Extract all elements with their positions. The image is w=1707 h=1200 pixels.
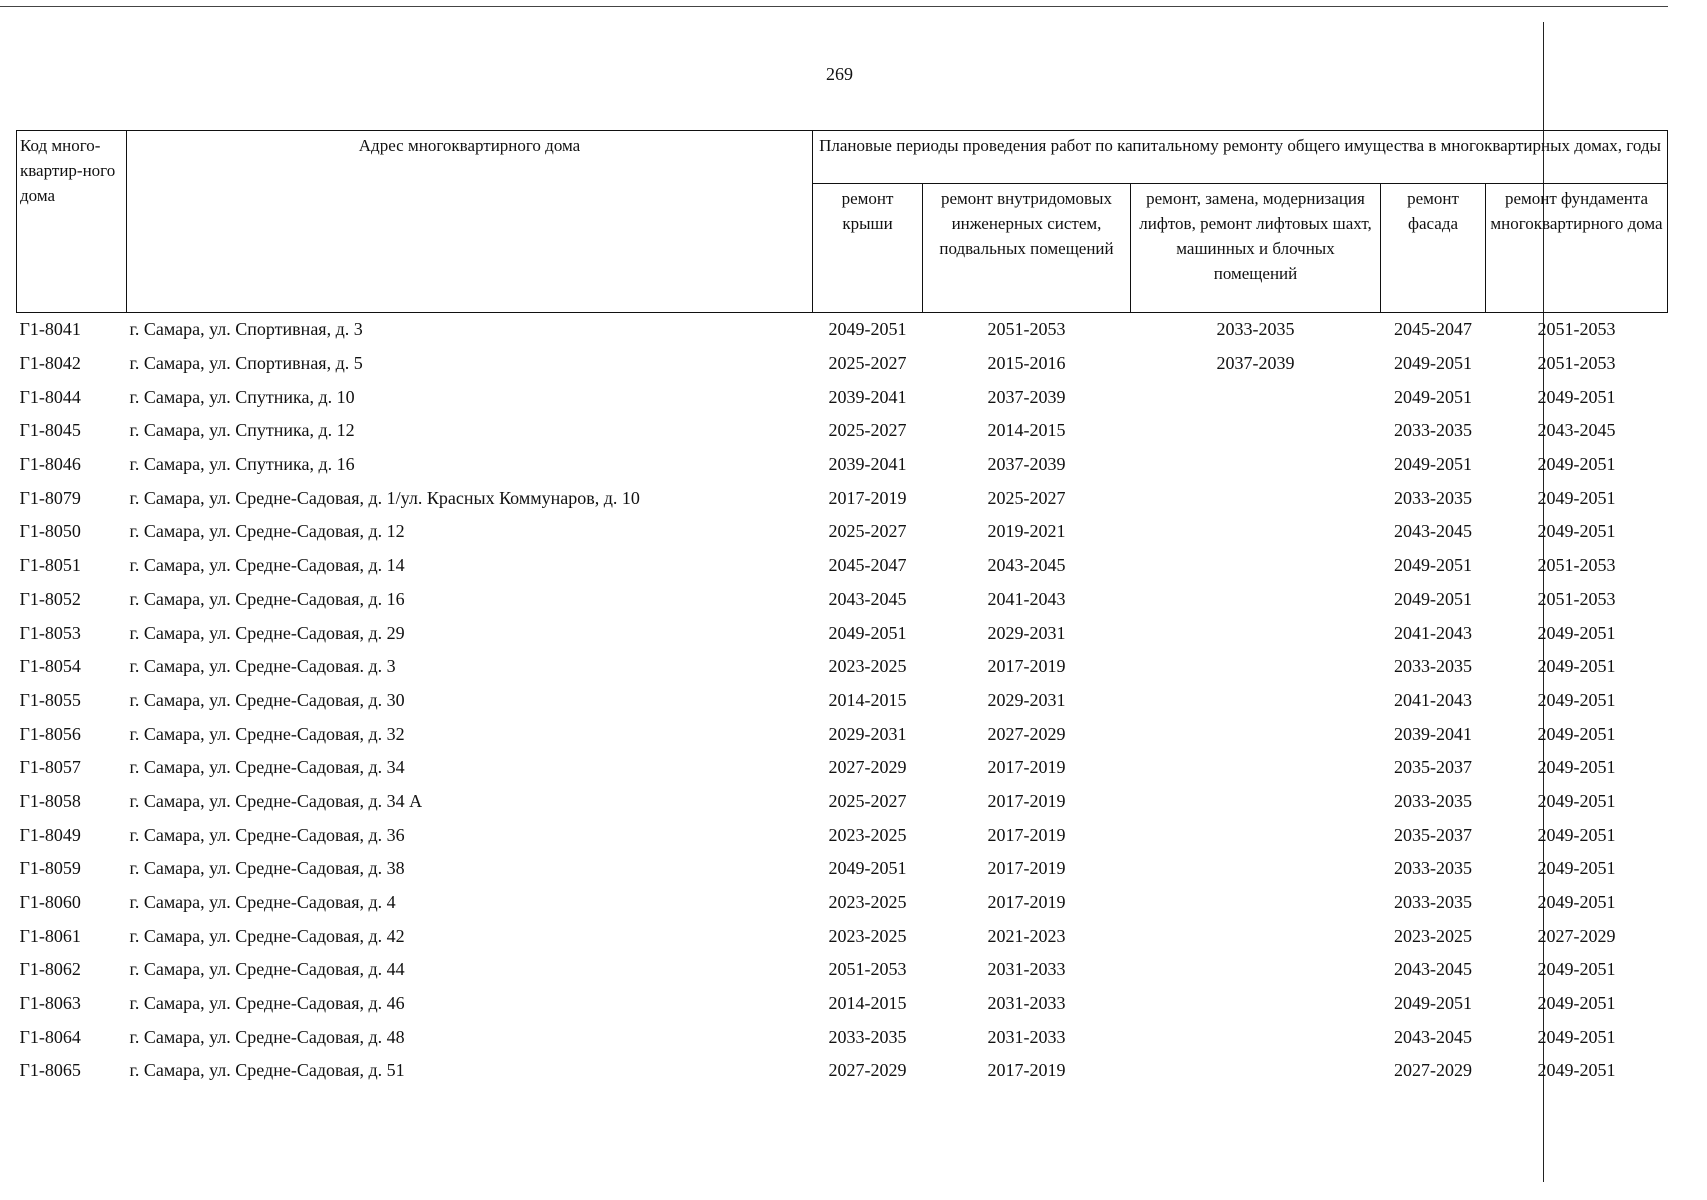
cell-roof: 2051-2053 xyxy=(828,959,907,980)
table-row xyxy=(17,650,1668,684)
cell-roof: 2033-2035 xyxy=(828,1026,907,1047)
cell-engineering: 2021-2023 xyxy=(987,925,1066,946)
cell-engineering: 2017-2019 xyxy=(987,892,1066,913)
cell-foundation: 2049-2051 xyxy=(1537,824,1616,845)
table-row xyxy=(17,583,1668,617)
cell-foundation: 2049-2051 xyxy=(1537,454,1616,475)
cell-foundation: 2049-2051 xyxy=(1537,757,1616,778)
table-row xyxy=(17,549,1668,583)
header-address: Адрес многоквартирного дома xyxy=(127,131,813,313)
cell-elevators xyxy=(1131,785,1381,819)
header-roof: ремонт крыши xyxy=(813,184,923,313)
cell-facade: 2049-2051 xyxy=(1394,386,1472,407)
cell-elevators xyxy=(1131,414,1381,448)
cell-roof: 2023-2025 xyxy=(828,824,907,845)
table-row xyxy=(17,515,1668,549)
cell-address: г. Самара, ул. Средне-Садовая, д. 48 xyxy=(129,1026,405,1047)
cell-foundation: 2051-2053 xyxy=(1537,319,1616,340)
cell-roof: 2049-2051 xyxy=(828,622,907,643)
cell-engineering: 2029-2031 xyxy=(987,622,1066,643)
cell-foundation: 2049-2051 xyxy=(1537,790,1616,811)
cell-engineering: 2029-2031 xyxy=(987,689,1066,710)
cell-facade: 2033-2035 xyxy=(1394,656,1472,677)
cell-code: Г1-8058 xyxy=(19,790,81,811)
cell-facade: 2033-2035 xyxy=(1394,858,1472,879)
cell-roof: 2049-2051 xyxy=(828,319,907,340)
cell-facade: 2041-2043 xyxy=(1394,689,1472,710)
cell-roof: 2025-2027 xyxy=(828,353,907,374)
cell-code: Г1-8054 xyxy=(19,656,81,677)
cell-address: г. Самара, ул. Средне-Садовая, д. 44 xyxy=(129,959,405,980)
cell-elevators xyxy=(1131,852,1381,886)
cell-code: Г1-8046 xyxy=(19,454,81,475)
table-row xyxy=(17,852,1668,886)
cell-roof: 2043-2045 xyxy=(828,588,907,609)
cell-engineering: 2025-2027 xyxy=(987,487,1066,508)
cell-elevators xyxy=(1131,953,1381,987)
cell-elevators xyxy=(1131,886,1381,920)
cell-address: г. Самара, ул. Средне-Садовая, д. 30 xyxy=(129,689,405,710)
cell-roof: 2023-2025 xyxy=(828,892,907,913)
cell-elevators xyxy=(1131,448,1381,482)
cell-engineering: 2031-2033 xyxy=(987,993,1066,1014)
cell-elevators: 2037-2039 xyxy=(1216,353,1295,374)
cell-facade: 2043-2045 xyxy=(1394,1026,1472,1047)
cell-code: Г1-8045 xyxy=(19,420,81,441)
table-row xyxy=(17,953,1668,987)
cell-foundation: 2051-2053 xyxy=(1537,353,1616,374)
cell-code: Г1-8060 xyxy=(19,892,81,913)
cell-address: г. Самара, ул. Спутника, д. 10 xyxy=(129,386,355,407)
cell-foundation: 2049-2051 xyxy=(1537,622,1616,643)
cell-code: Г1-8079 xyxy=(19,487,81,508)
cell-foundation: 2051-2053 xyxy=(1537,588,1616,609)
table-row xyxy=(17,448,1668,482)
cell-facade: 2043-2045 xyxy=(1394,959,1472,980)
cell-elevators xyxy=(1131,650,1381,684)
cell-roof: 2027-2029 xyxy=(828,757,907,778)
cell-engineering: 2031-2033 xyxy=(987,959,1066,980)
cell-facade: 2041-2043 xyxy=(1394,622,1472,643)
cell-address: г. Самара, ул. Спутника, д. 16 xyxy=(129,454,355,475)
cell-roof: 2049-2051 xyxy=(828,858,907,879)
cell-roof: 2045-2047 xyxy=(828,555,907,576)
table-row xyxy=(17,717,1668,751)
cell-engineering: 2027-2029 xyxy=(987,723,1066,744)
cell-facade: 2035-2037 xyxy=(1394,757,1472,778)
cell-roof: 2014-2015 xyxy=(828,689,907,710)
cell-elevators xyxy=(1131,818,1381,852)
cell-foundation: 2049-2051 xyxy=(1537,892,1616,913)
cell-code: Г1-8062 xyxy=(19,959,81,980)
cell-roof: 2039-2041 xyxy=(828,386,907,407)
cell-elevators xyxy=(1131,717,1381,751)
cell-roof: 2029-2031 xyxy=(828,723,907,744)
cell-foundation: 2049-2051 xyxy=(1537,521,1616,542)
cell-address: г. Самара, ул. Средне-Садовая. д. 3 xyxy=(129,656,396,677)
cell-foundation: 2049-2051 xyxy=(1537,1026,1616,1047)
cell-address: г. Самара, ул. Средне-Садовая, д. 29 xyxy=(129,622,405,643)
cell-code: Г1-8061 xyxy=(19,925,81,946)
cell-facade: 2033-2035 xyxy=(1394,790,1472,811)
cell-foundation: 2049-2051 xyxy=(1537,1060,1616,1081)
cell-address: г. Самара, ул. Средне-Садовая, д. 12 xyxy=(129,521,405,542)
cell-elevators xyxy=(1131,515,1381,549)
table-row xyxy=(17,751,1668,785)
table-row xyxy=(17,313,1668,347)
cell-roof: 2014-2015 xyxy=(828,993,907,1014)
cell-engineering: 2017-2019 xyxy=(987,757,1066,778)
cell-address: г. Самара, ул. Средне-Садовая, д. 1/ул. Красных Коммунаров, д. 10 xyxy=(129,487,640,508)
cell-address: г. Самара, ул. Спутника, д. 12 xyxy=(129,420,355,441)
table-row xyxy=(17,684,1668,718)
cell-address: г. Самара, ул. Средне-Садовая, д. 32 xyxy=(129,723,405,744)
cell-facade: 2049-2051 xyxy=(1394,555,1472,576)
table-row xyxy=(17,616,1668,650)
cell-code: Г1-8044 xyxy=(19,386,81,407)
cell-facade: 2049-2051 xyxy=(1394,353,1472,374)
cell-address: г. Самара, ул. Средне-Садовая, д. 36 xyxy=(129,824,405,845)
table-row xyxy=(17,919,1668,953)
cell-engineering: 2017-2019 xyxy=(987,858,1066,879)
cell-elevators xyxy=(1131,987,1381,1021)
cell-engineering: 2015-2016 xyxy=(987,353,1066,374)
cell-code: Г1-8055 xyxy=(19,689,81,710)
table-row xyxy=(17,481,1668,515)
header-code: Код много-квартир-ного дома xyxy=(17,131,127,313)
cell-address: г. Самара, ул. Средне-Садовая, д. 14 xyxy=(129,555,405,576)
table-body xyxy=(17,313,1668,1088)
capital-repair-table xyxy=(16,130,1668,1088)
header-facade: ремонт фасада xyxy=(1381,184,1486,313)
cell-address: г. Самара, ул. Средне-Садовая, д. 34 xyxy=(129,757,405,778)
cell-code: Г1-8041 xyxy=(19,319,81,340)
cell-facade: 2027-2029 xyxy=(1394,1060,1472,1081)
table-row xyxy=(17,347,1668,381)
header-periods: Плановые периоды проведения работ по капитальному ремонту общего имущества в многоквартирных домах, годы xyxy=(813,131,1668,184)
cell-code: Г1-8053 xyxy=(19,622,81,643)
cell-engineering: 2041-2043 xyxy=(987,588,1066,609)
table-row xyxy=(17,414,1668,448)
cell-engineering: 2017-2019 xyxy=(987,656,1066,677)
cell-engineering: 2043-2045 xyxy=(987,555,1066,576)
cell-foundation: 2049-2051 xyxy=(1537,993,1616,1014)
cell-code: Г1-8051 xyxy=(19,555,81,576)
cell-code: Г1-8057 xyxy=(19,757,81,778)
cell-foundation: 2049-2051 xyxy=(1537,656,1616,677)
cell-code: Г1-8052 xyxy=(19,588,81,609)
cell-code: Г1-8063 xyxy=(19,993,81,1014)
page-number: 269 xyxy=(826,64,853,84)
cell-foundation: 2049-2051 xyxy=(1537,723,1616,744)
cell-address: г. Самара, ул. Средне-Садовая, д. 4 xyxy=(129,892,396,913)
cell-facade: 2033-2035 xyxy=(1394,420,1472,441)
cell-facade: 2033-2035 xyxy=(1394,892,1472,913)
cell-foundation: 2049-2051 xyxy=(1537,858,1616,879)
cell-facade: 2049-2051 xyxy=(1394,588,1472,609)
cell-engineering: 2037-2039 xyxy=(987,386,1066,407)
cell-engineering: 2017-2019 xyxy=(987,1060,1066,1081)
cell-engineering: 2037-2039 xyxy=(987,454,1066,475)
header-elevators: ремонт, замена, модернизация лифтов, ремонт лифтовых шахт, машинных и блочных помещений xyxy=(1131,184,1381,313)
cell-elevators: 2033-2035 xyxy=(1216,319,1295,340)
cell-facade: 2023-2025 xyxy=(1394,925,1472,946)
cell-engineering: 2017-2019 xyxy=(987,790,1066,811)
cell-address: г. Самара, ул. Средне-Садовая, д. 51 xyxy=(129,1060,405,1081)
cell-elevators xyxy=(1131,919,1381,953)
cell-roof: 2027-2029 xyxy=(828,1060,907,1081)
cell-code: Г1-8065 xyxy=(19,1060,81,1081)
cell-address: г. Самара, ул. Средне-Садовая, д. 38 xyxy=(129,858,405,879)
cell-code: Г1-8056 xyxy=(19,723,81,744)
cell-engineering: 2019-2021 xyxy=(987,521,1066,542)
cell-engineering: 2051-2053 xyxy=(987,319,1066,340)
cell-foundation: 2051-2053 xyxy=(1537,555,1616,576)
cell-facade: 2045-2047 xyxy=(1394,319,1472,340)
cell-elevators xyxy=(1131,583,1381,617)
cell-roof: 2025-2027 xyxy=(828,790,907,811)
cell-code: Г1-8064 xyxy=(19,1026,81,1047)
table-row xyxy=(17,1020,1668,1054)
cell-address: г. Самара, ул. Спортивная, д. 5 xyxy=(129,353,363,374)
cell-engineering: 2017-2019 xyxy=(987,824,1066,845)
table-row xyxy=(17,886,1668,920)
cell-elevators xyxy=(1131,684,1381,718)
cell-code: Г1-8042 xyxy=(19,353,81,374)
cell-code: Г1-8059 xyxy=(19,858,81,879)
header-engineering: ремонт внутридомовых инженерных систем, подвальных помещений xyxy=(923,184,1131,313)
cell-code: Г1-8049 xyxy=(19,824,81,845)
cell-roof: 2023-2025 xyxy=(828,925,907,946)
cell-elevators xyxy=(1131,1020,1381,1054)
cell-foundation: 2043-2045 xyxy=(1537,420,1616,441)
cell-foundation: 2049-2051 xyxy=(1537,487,1616,508)
cell-roof: 2023-2025 xyxy=(828,656,907,677)
cell-facade: 2039-2041 xyxy=(1394,723,1472,744)
table-row xyxy=(17,818,1668,852)
header-foundation: ремонт фундамента многоквартирного дома xyxy=(1486,184,1668,313)
cell-roof: 2017-2019 xyxy=(828,487,907,508)
cell-foundation: 2049-2051 xyxy=(1537,386,1616,407)
cell-code: Г1-8050 xyxy=(19,521,81,542)
cell-address: г. Самара, ул. Средне-Садовая, д. 34 А xyxy=(129,790,423,811)
cell-address: г. Самара, ул. Спортивная, д. 3 xyxy=(129,319,363,340)
cell-elevators xyxy=(1131,380,1381,414)
table-row xyxy=(17,987,1668,1021)
cell-address: г. Самара, ул. Средне-Садовая, д. 46 xyxy=(129,993,405,1014)
cell-roof: 2025-2027 xyxy=(828,420,907,441)
cell-address: г. Самара, ул. Средне-Садовая, д. 16 xyxy=(129,588,405,609)
cell-elevators xyxy=(1131,1054,1381,1088)
cell-elevators xyxy=(1131,549,1381,583)
cell-engineering: 2031-2033 xyxy=(987,1026,1066,1047)
cell-foundation: 2049-2051 xyxy=(1537,959,1616,980)
cell-foundation: 2049-2051 xyxy=(1537,689,1616,710)
cell-facade: 2049-2051 xyxy=(1394,454,1472,475)
table-row xyxy=(17,1054,1668,1088)
cell-elevators xyxy=(1131,751,1381,785)
table-header-row xyxy=(17,131,1668,184)
cell-roof: 2025-2027 xyxy=(828,521,907,542)
cell-address: г. Самара, ул. Средне-Садовая, д. 42 xyxy=(129,925,405,946)
cell-facade: 2033-2035 xyxy=(1394,487,1472,508)
cell-foundation: 2027-2029 xyxy=(1537,925,1616,946)
cell-facade: 2043-2045 xyxy=(1394,521,1472,542)
cell-roof: 2039-2041 xyxy=(828,454,907,475)
cell-elevators xyxy=(1131,616,1381,650)
cell-engineering: 2014-2015 xyxy=(987,420,1066,441)
table-row xyxy=(17,785,1668,819)
cell-elevators xyxy=(1131,481,1381,515)
table-row xyxy=(17,380,1668,414)
top-rule xyxy=(0,6,1668,7)
cell-facade: 2049-2051 xyxy=(1394,993,1472,1014)
cell-facade: 2035-2037 xyxy=(1394,824,1472,845)
